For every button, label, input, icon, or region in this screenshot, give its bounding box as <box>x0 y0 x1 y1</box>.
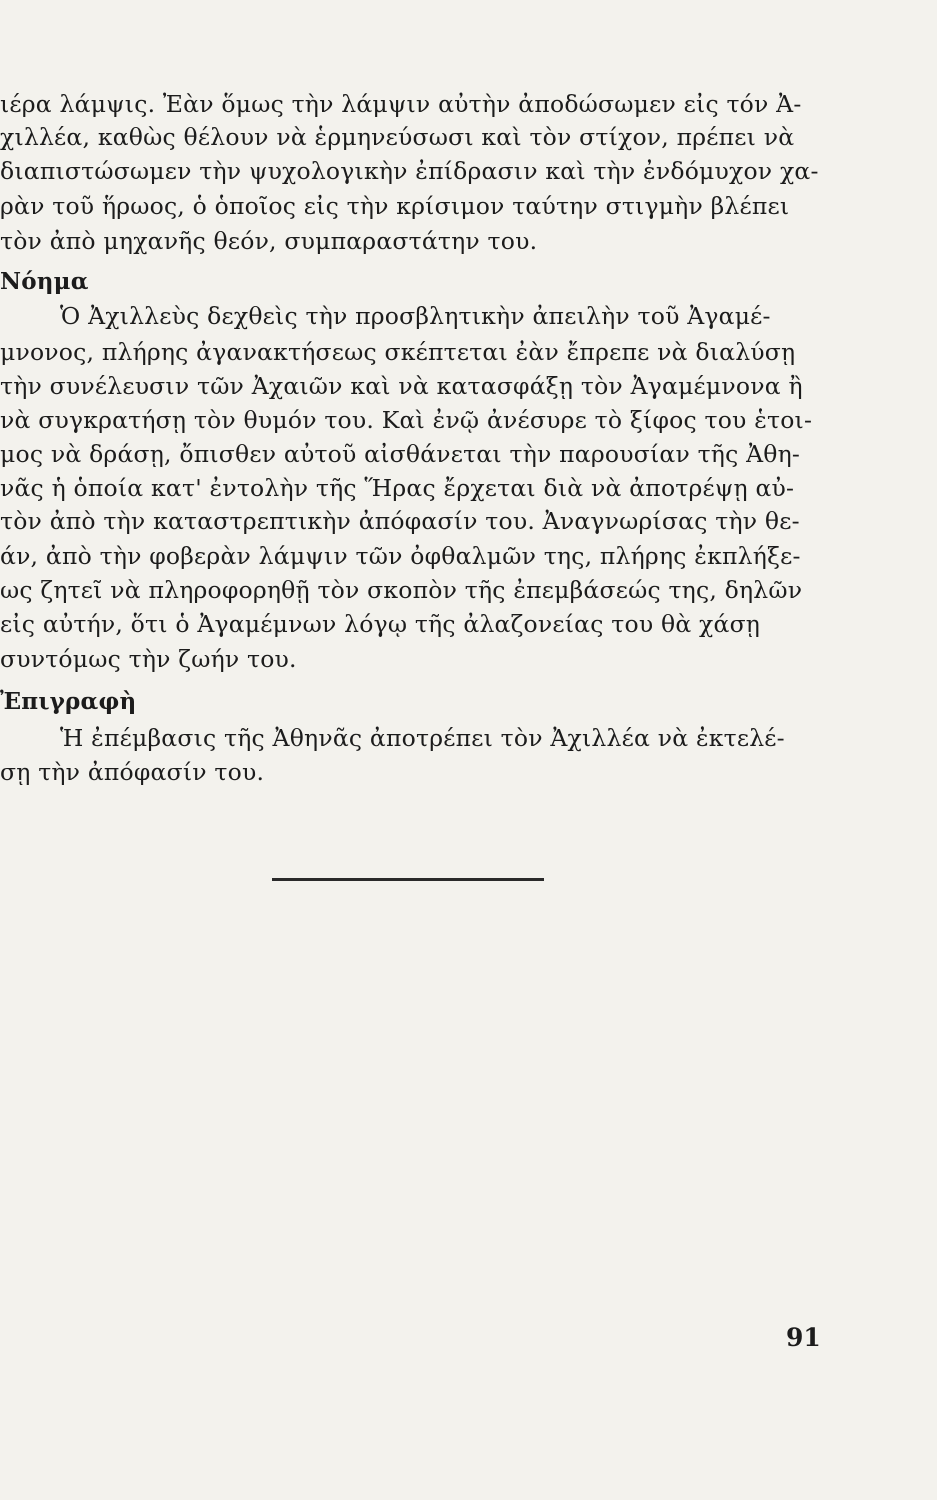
text-line: εἰς αὐτήν, ὅτι ὁ Ἀγαμέμνων λόγῳ τῆς ἀλαζονείας του θὰ χάσῃ <box>0 610 761 638</box>
text-line: Ὁ Ἀχιλλεὺς δεχθεὶς τὴν προσβλητικὴν ἀπειλὴν τοῦ Ἀγαμέ- <box>60 302 771 330</box>
text-line: μνονος, πλήρης ἀγανακτήσεως σκέπτεται ἐὰν ἔπρεπε νὰ διαλύσῃ <box>0 338 796 366</box>
text-line: σῃ τὴν ἀπόφασίν του. <box>0 758 265 786</box>
text-line: διαπιστώσωμεν τὴν ψυχολογικὴν ἐπίδρασιν καὶ τὴν ἐνδόμυχον χα- <box>0 157 819 185</box>
page-number: 91 <box>786 1323 821 1352</box>
text-line: μος νὰ δράσῃ, ὄπισθεν αὐτοῦ αἰσθάνεται τὴν παρουσίαν τῆς Ἀθη- <box>0 440 801 468</box>
text-line: συντόμως τὴν ζωήν του. <box>0 645 297 673</box>
text-line: ως ζητεῖ νὰ πληροφορηθῇ τὸν σκοπὸν τῆς ἐπεμβάσεώς της, δηλῶν <box>0 576 803 604</box>
text-line: χιλλέα, καθὼς θέλουν νὰ ἑρμηνεύσωσι καὶ τὸν στίχον, πρέπει νὰ <box>0 123 795 151</box>
text-line: ρὰν τοῦ ἥρωος, ὁ ὁποῖος εἰς τὴν κρίσιμον ταύτην στιγμὴν βλέπει <box>0 192 790 220</box>
section-divider <box>272 878 544 881</box>
text-line: Ἡ ἐπέμβασις τῆς Ἀθηνᾶς ἀποτρέπει τὸν Ἀχιλλέα νὰ ἐκτελέ- <box>60 724 785 752</box>
section-heading-epigrafi: Ἐπιγραφὴ <box>0 688 137 715</box>
text-line: νᾶς ἡ ὁποία κατ' ἐντολὴν τῆς Ἥρας ἔρχεται διὰ νὰ ἀποτρέψῃ αὐ- <box>0 474 795 502</box>
text-line: τὴν συνέλευσιν τῶν Ἀχαιῶν καὶ νὰ κατασφάξῃ τὸν Ἀγαμέμνονα ἢ <box>0 372 803 400</box>
section-heading-noima: Νόημα <box>0 268 89 295</box>
text-line: άν, ἀπὸ τὴν φοβερὰν λάμψιν τῶν ὀφθαλμῶν της, πλήρης ἐκπλήξε- <box>0 542 801 570</box>
text-line: ιέρα λάμψις. Ἐὰν ὅμως τὴν λάμψιν αὐτὴν ἀποδώσωμεν εἰς τόν Ἀ- <box>0 90 802 118</box>
text-line: νὰ συγκρατήσῃ τὸν θυμόν του. Καὶ ἐνῷ ἀνέσυρε τὸ ξίφος του ἑτοι- <box>0 406 813 434</box>
text-line: τὸν ἀπὸ μηχανῆς θεόν, συμπαραστάτην του. <box>0 227 538 255</box>
text-line: τὸν ἀπὸ τὴν καταστρεπτικὴν ἀπόφασίν του. Ἀναγνωρίσας τὴν θε- <box>0 507 800 535</box>
